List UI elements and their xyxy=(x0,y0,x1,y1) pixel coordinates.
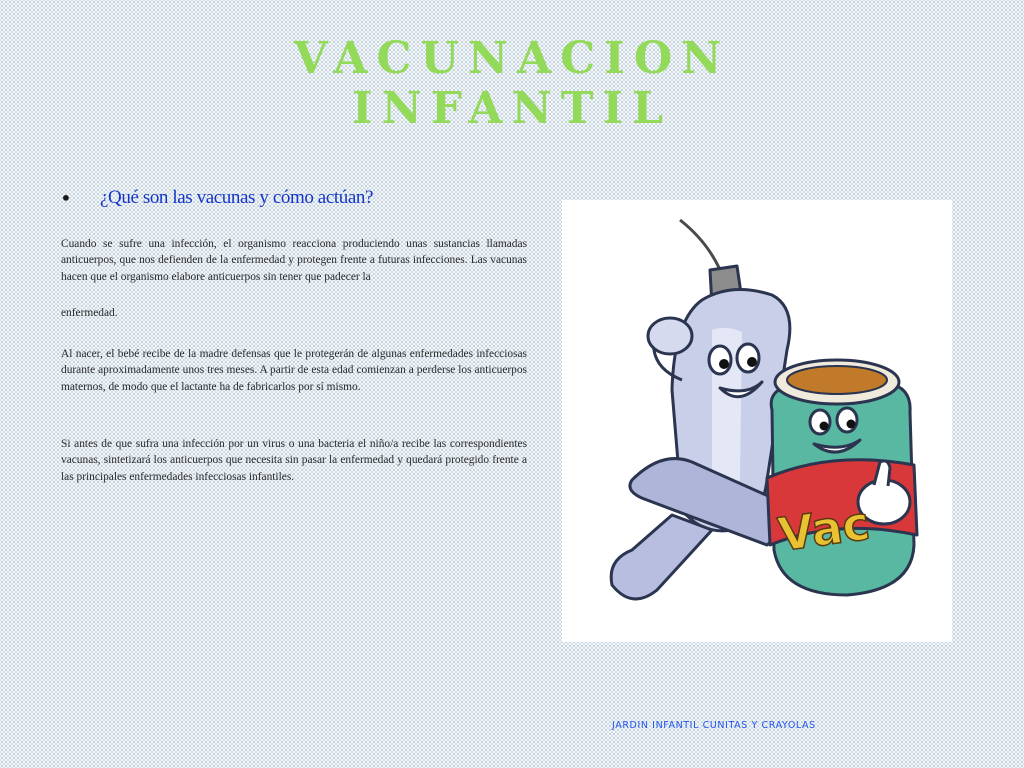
question-text: ¿Qué son las vacunas y cómo actúan? xyxy=(100,187,374,208)
paragraph-newborn: Al nacer, el bebé recibe de la madre defensas que le protegerán de algunas enfermedades infecciosas durante aproximadamente unos tres meses. A partir de esta edad comienzan a perderse los anticuerpos maternos, de modo que el lactante ha de fabricarlos por sí mismo. xyxy=(61,348,527,393)
bullet-question xyxy=(60,185,540,213)
paragraph-vaccines: Si antes de que sufra una infección por un virus o una bacteria el niño/a recibe las correspondientes vacunas, sintetizará los anticuerpos que necesita sin pasar la enfermedad y quedará protegido frente a las principales enfermedades infecciosas infantiles. xyxy=(61,438,527,483)
footer-institution: JARDIN INFANTIL CUNITAS Y CRAYOLAS xyxy=(612,720,816,731)
slide-title: VACUNACION INFANTIL xyxy=(293,33,731,134)
syringe-icon xyxy=(611,220,790,599)
bullet-dot-icon: • xyxy=(60,186,72,210)
paragraph-infection: Cuando se sufre una infección, el organismo reacciona produciendo unas sustancias llamadas anticuerpos, que nos defienden de la enfermedad y protegen frente a futuras infecciones. Las vacunas hacen que el organismo elabore anticuerpos sin tener que padecer la xyxy=(61,238,527,283)
vaccine-cartoon-illustration xyxy=(562,200,952,642)
paragraph-infection-continued: enfermedad. xyxy=(61,307,118,319)
jar-label-text: Vac xyxy=(774,495,873,562)
